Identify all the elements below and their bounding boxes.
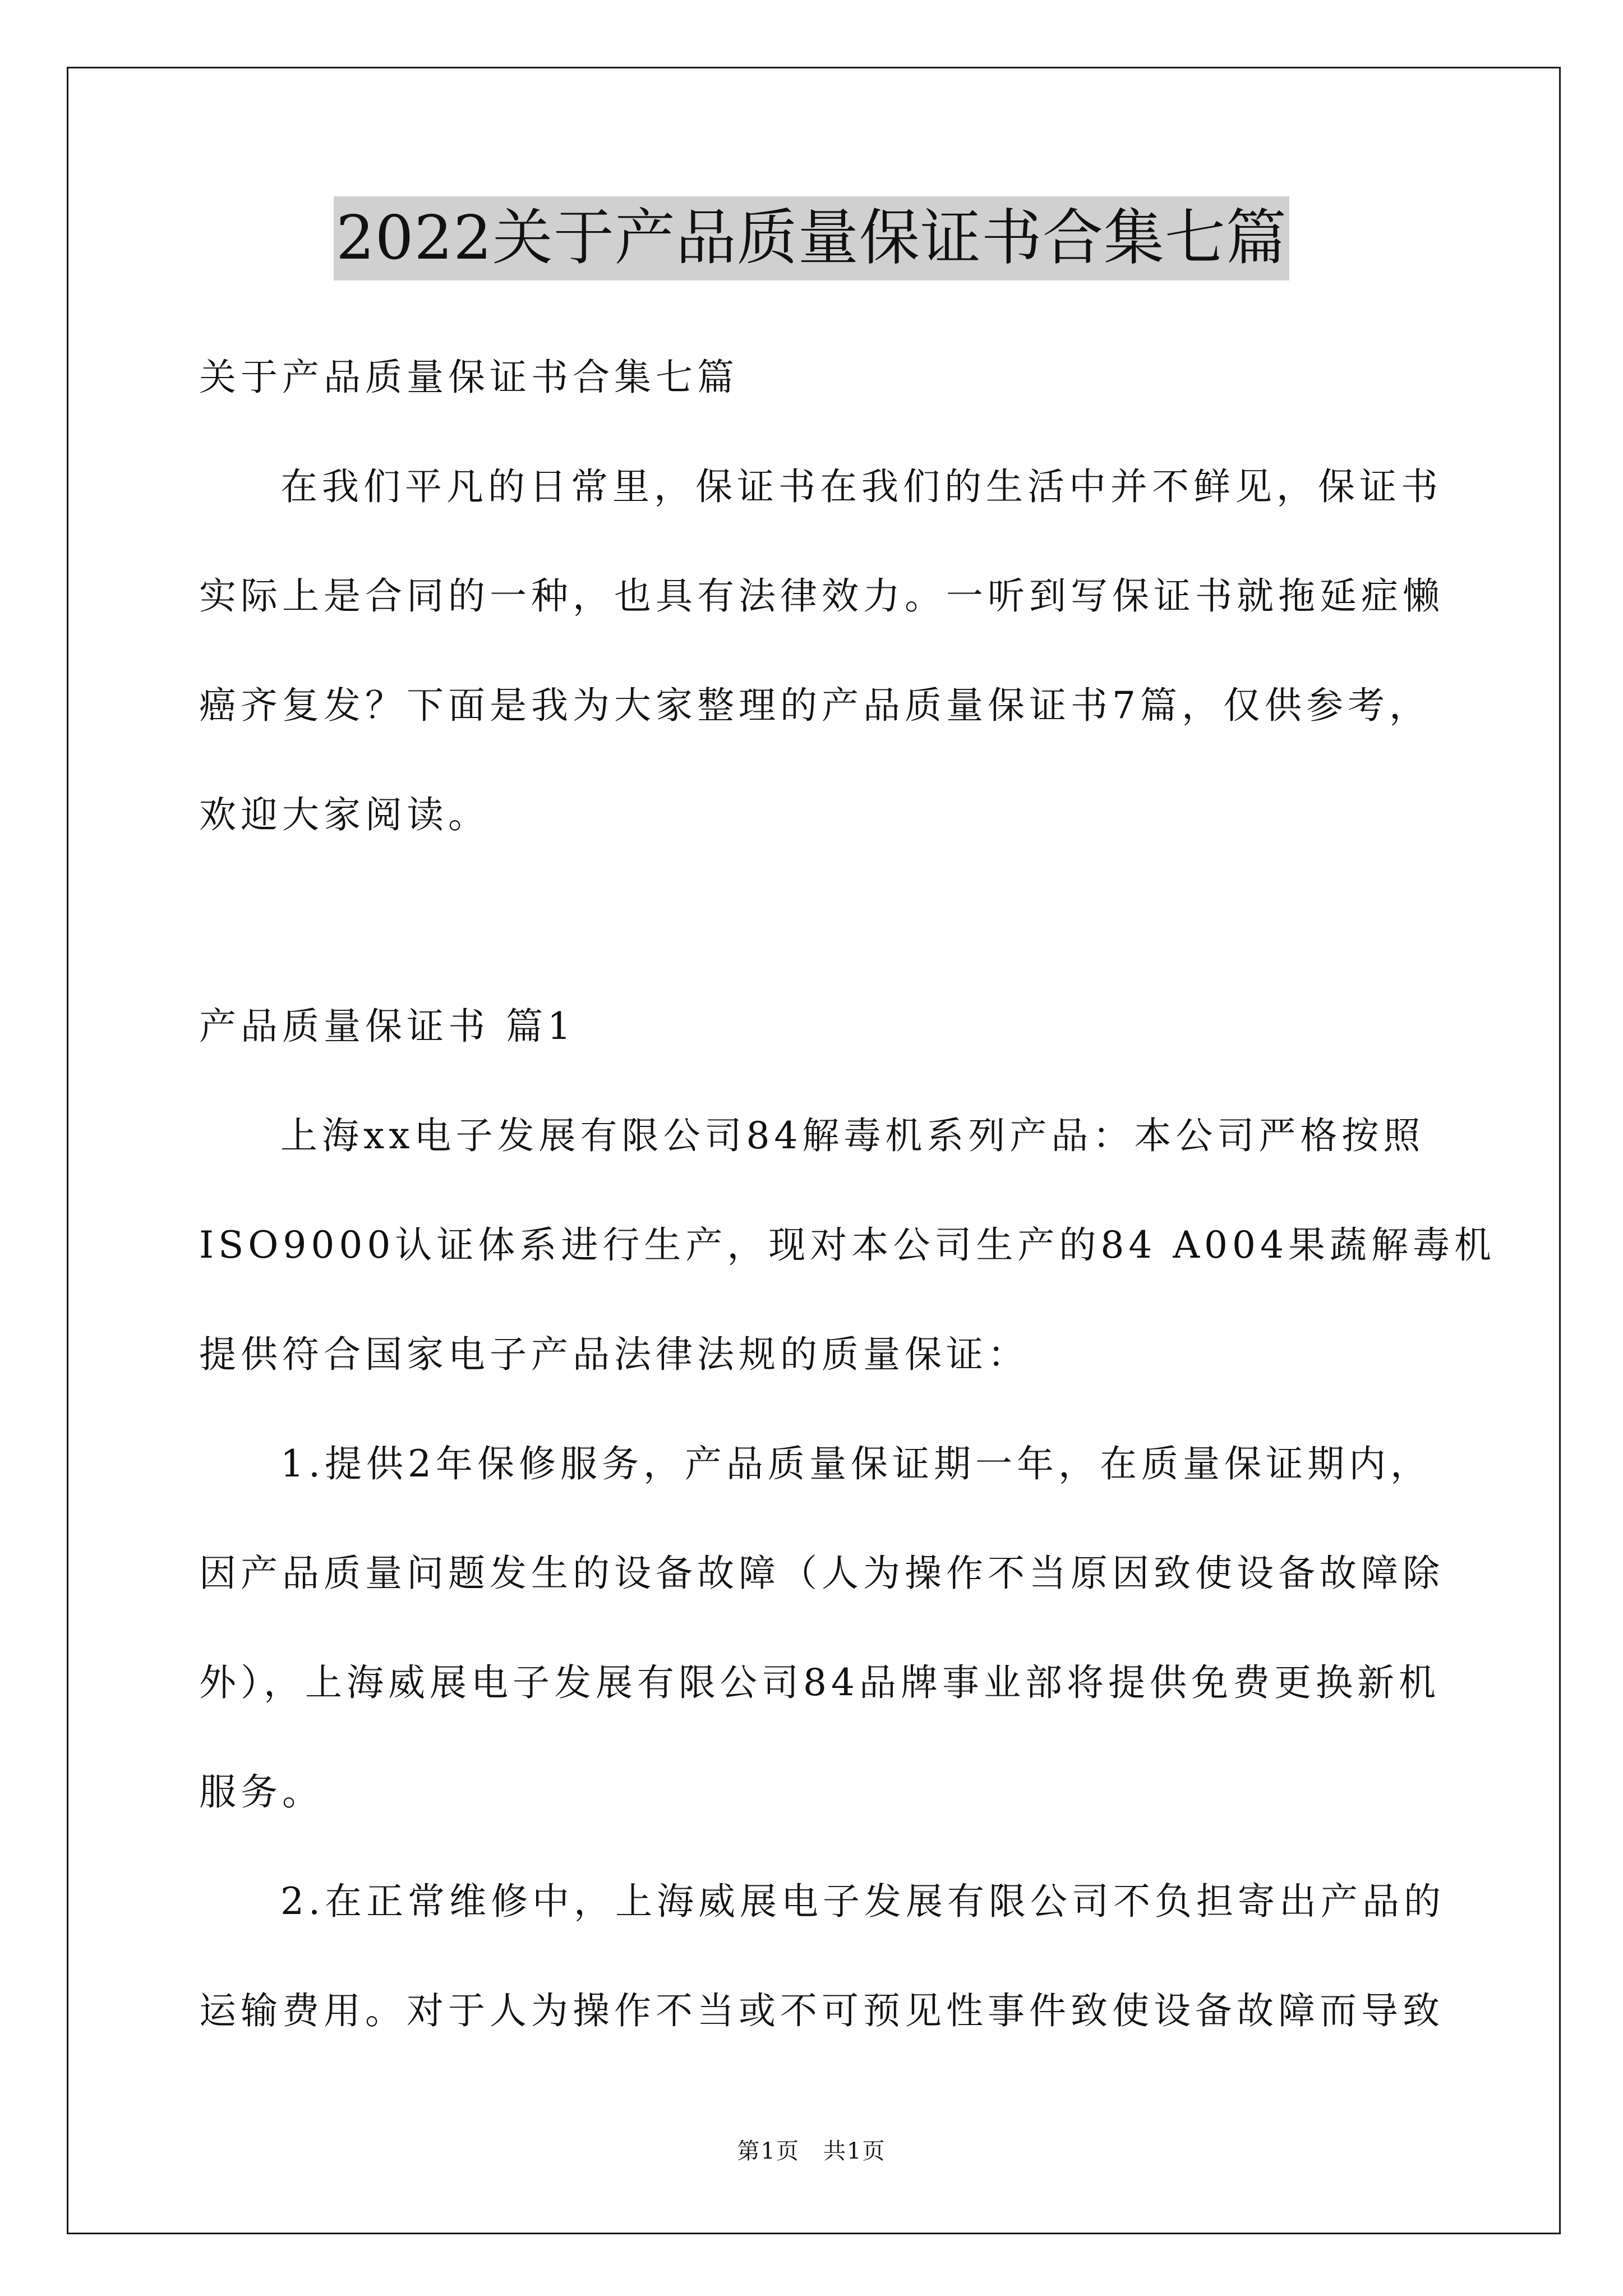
section-heading: 产品质量保证书 篇1 xyxy=(199,1005,575,1048)
section1-item1-line-4: 服务。 xyxy=(199,1770,324,1814)
intro-line-1: 在我们平凡的日常里，保证书在我们的生活中并不鲜见，保证书 xyxy=(280,465,1442,508)
document-title: 2022关于产品质量保证书合集七篇 xyxy=(334,196,1289,280)
section1-para1-line-2: ISO9000认证体系进行生产，现对本公司生产的84 A004果蔬解毒机 xyxy=(199,1223,1496,1267)
intro-line-4: 欢迎大家阅读。 xyxy=(199,793,490,836)
title-wrapper xyxy=(0,196,1623,280)
section1-item1-line-1: 1.提供2年保修服务，产品质量保证期一年，在质量保证期内， xyxy=(280,1442,1432,1485)
page-footer: 第1页 共1页 xyxy=(737,2138,886,2164)
document-subtitle: 关于产品质量保证书合集七篇 xyxy=(199,356,739,399)
section1-item1-line-3: 外），上海威展电子发展有限公司84品牌事业部将提供免费更换新机 xyxy=(199,1661,1440,1704)
section1-item1-line-2: 因产品质量问题发生的设备故障（人为操作不当原因致使设备故障除 xyxy=(199,1552,1444,1595)
section1-item2-line-2: 运输费用。对于人为操作不当或不可预见性事件致使设备故障而导致 xyxy=(199,1989,1444,2032)
intro-line-2: 实际上是合同的一种，也具有法律效力。一听到写保证书就拖延症懒 xyxy=(199,574,1444,618)
intro-line-3: 癌齐复发？下面是我为大家整理的产品质量保证书7篇，仅供参考， xyxy=(199,684,1431,727)
section1-para1-line-1: 上海xx电子发展有限公司84解毒机系列产品：本公司严格按照 xyxy=(280,1114,1425,1157)
section1-para1-line-3: 提供符合国家电子产品法律法规的质量保证： xyxy=(199,1333,1029,1376)
section1-item2-line-1: 2.在正常维修中，上海威展电子发展有限公司不负担寄出产品的 xyxy=(280,1880,1445,1923)
